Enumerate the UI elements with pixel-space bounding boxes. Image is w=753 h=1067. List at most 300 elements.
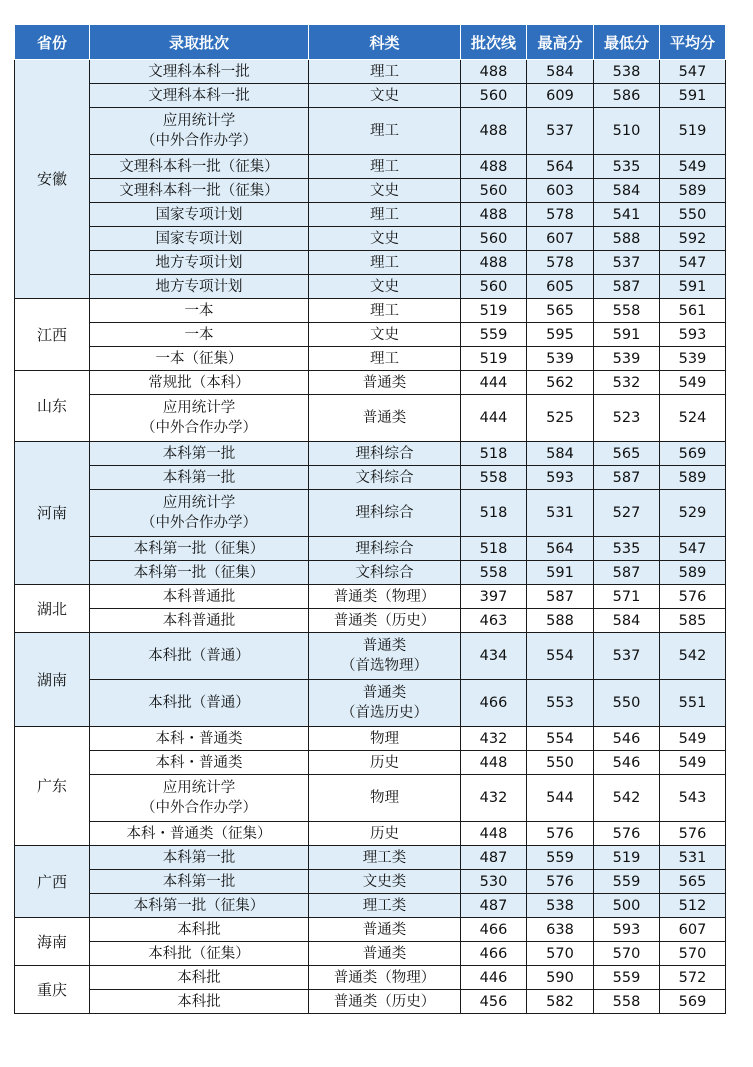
table-row bbox=[15, 203, 726, 227]
min-score-cell: 584 bbox=[594, 179, 660, 203]
batch-cell bbox=[90, 561, 309, 585]
cell-line: 国家专项计划 bbox=[155, 206, 243, 223]
batch-cell bbox=[90, 846, 309, 870]
cell-line: 本科批 bbox=[177, 969, 221, 986]
table-row bbox=[15, 466, 726, 490]
min-score-cell: 500 bbox=[594, 894, 660, 918]
min-score-cell: 587 bbox=[594, 466, 660, 490]
max-score-cell: 559 bbox=[527, 846, 594, 870]
cutoff-cell: 466 bbox=[461, 918, 527, 942]
avg-score-cell: 512 bbox=[660, 894, 726, 918]
batch-cell bbox=[90, 251, 309, 275]
batch-cell bbox=[90, 275, 309, 299]
cutoff-cell: 397 bbox=[461, 585, 527, 609]
category-cell bbox=[309, 751, 461, 775]
cell-line: 普通类 bbox=[362, 685, 407, 701]
cell-line: 理工 bbox=[370, 254, 399, 271]
batch-cell bbox=[90, 894, 309, 918]
cell-line: 应用统计学 bbox=[162, 495, 236, 511]
cutoff-cell: 488 bbox=[461, 60, 527, 84]
province-group bbox=[15, 727, 726, 846]
cell-line: （中外合作办学） bbox=[141, 133, 257, 149]
province-group bbox=[15, 966, 726, 1014]
min-score-cell: 591 bbox=[594, 323, 660, 347]
category-cell bbox=[309, 323, 461, 347]
max-score-cell: 537 bbox=[527, 108, 594, 155]
max-score-cell: 578 bbox=[527, 203, 594, 227]
max-score-cell: 582 bbox=[527, 990, 594, 1014]
cell-line: 本科第一批（征集） bbox=[133, 897, 265, 914]
cell-line: 普通类 bbox=[362, 374, 407, 391]
cell-line: 文史 bbox=[370, 182, 399, 199]
cell-line: 普通类 bbox=[362, 638, 407, 654]
header-batch: 录取批次 bbox=[90, 25, 309, 60]
province-cell: 湖南 bbox=[15, 633, 90, 727]
avg-score-cell: 549 bbox=[660, 155, 726, 179]
cutoff-cell: 466 bbox=[461, 680, 527, 727]
category-cell bbox=[309, 251, 461, 275]
max-score-cell: 531 bbox=[527, 490, 594, 537]
cutoff-cell: 446 bbox=[461, 966, 527, 990]
cutoff-cell: 519 bbox=[461, 347, 527, 371]
cell-line: 应用统计学 bbox=[162, 113, 236, 129]
table-row bbox=[15, 323, 726, 347]
table-row bbox=[15, 751, 726, 775]
batch-cell bbox=[90, 84, 309, 108]
avg-score-cell: 585 bbox=[660, 609, 726, 633]
max-score-cell: 550 bbox=[527, 751, 594, 775]
cell-line: 文理科本科一批（征集） bbox=[119, 158, 279, 175]
min-score-cell: 587 bbox=[594, 561, 660, 585]
min-score-cell: 570 bbox=[594, 942, 660, 966]
province-group bbox=[15, 585, 726, 633]
cell-line: 本科批（普通） bbox=[148, 648, 250, 664]
table-row bbox=[15, 775, 726, 822]
cell-line: 理工类 bbox=[362, 897, 407, 914]
avg-score-cell: 519 bbox=[660, 108, 726, 155]
min-score-cell: 546 bbox=[594, 727, 660, 751]
max-score-cell: 554 bbox=[527, 727, 594, 751]
batch-cell bbox=[90, 727, 309, 751]
max-score-cell: 584 bbox=[527, 60, 594, 84]
cutoff-cell: 487 bbox=[461, 846, 527, 870]
cell-line: 本科第一批（征集） bbox=[133, 564, 265, 581]
max-score-cell: 587 bbox=[527, 585, 594, 609]
batch-cell bbox=[90, 323, 309, 347]
cell-line: 文科综合 bbox=[355, 469, 414, 486]
cell-line: 历史 bbox=[370, 754, 399, 771]
avg-score-cell: 576 bbox=[660, 822, 726, 846]
max-score-cell: 544 bbox=[527, 775, 594, 822]
batch-cell bbox=[90, 990, 309, 1014]
cutoff-cell: 456 bbox=[461, 990, 527, 1014]
cell-line: 本科第一批 bbox=[162, 873, 236, 890]
category-cell bbox=[309, 942, 461, 966]
cutoff-cell: 518 bbox=[461, 537, 527, 561]
province-cell: 海南 bbox=[15, 918, 90, 966]
min-score-cell: 587 bbox=[594, 275, 660, 299]
table-row bbox=[15, 395, 726, 442]
cell-line: 文理科本科一批（征集） bbox=[119, 182, 279, 199]
cell-line: 国家专项计划 bbox=[155, 230, 243, 247]
min-score-cell: 541 bbox=[594, 203, 660, 227]
min-score-cell: 550 bbox=[594, 680, 660, 727]
cutoff-cell: 488 bbox=[461, 108, 527, 155]
category-cell bbox=[309, 108, 461, 155]
table-row bbox=[15, 108, 726, 155]
min-score-cell: 535 bbox=[594, 537, 660, 561]
avg-score-cell: 591 bbox=[660, 84, 726, 108]
batch-cell bbox=[90, 395, 309, 442]
cell-line: 文史类 bbox=[362, 873, 407, 890]
province-cell: 江西 bbox=[15, 299, 90, 371]
cell-line: （中外合作办学） bbox=[141, 800, 257, 816]
table-row bbox=[15, 84, 726, 108]
cutoff-cell: 519 bbox=[461, 299, 527, 323]
batch-cell bbox=[90, 633, 309, 680]
table-row bbox=[15, 490, 726, 537]
min-score-cell: 519 bbox=[594, 846, 660, 870]
cutoff-cell: 560 bbox=[461, 275, 527, 299]
province-cell: 湖北 bbox=[15, 585, 90, 633]
province-group bbox=[15, 918, 726, 966]
category-cell bbox=[309, 60, 461, 84]
cutoff-cell: 487 bbox=[461, 894, 527, 918]
max-score-cell: 562 bbox=[527, 371, 594, 395]
max-score-cell: 554 bbox=[527, 633, 594, 680]
category-cell bbox=[309, 990, 461, 1014]
table-row bbox=[15, 251, 726, 275]
table-row bbox=[15, 633, 726, 680]
max-score-cell: 603 bbox=[527, 179, 594, 203]
category-cell bbox=[309, 822, 461, 846]
category-cell bbox=[309, 918, 461, 942]
cutoff-cell: 560 bbox=[461, 179, 527, 203]
table-row bbox=[15, 727, 726, 751]
cell-line: 常规批（本科） bbox=[148, 374, 250, 391]
batch-cell bbox=[90, 371, 309, 395]
category-cell bbox=[309, 466, 461, 490]
cell-line: 本科批 bbox=[177, 921, 221, 938]
table-row bbox=[15, 227, 726, 251]
cutoff-cell: 559 bbox=[461, 323, 527, 347]
province-cell: 安徽 bbox=[15, 60, 90, 299]
avg-score-cell: 589 bbox=[660, 466, 726, 490]
province-group bbox=[15, 60, 726, 299]
avg-score-cell: 561 bbox=[660, 299, 726, 323]
category-cell bbox=[309, 490, 461, 537]
cutoff-cell: 463 bbox=[461, 609, 527, 633]
cell-line: 普通类（物理） bbox=[333, 969, 436, 986]
max-score-cell: 565 bbox=[527, 299, 594, 323]
avg-score-cell: 607 bbox=[660, 918, 726, 942]
avg-score-cell: 539 bbox=[660, 347, 726, 371]
category-cell bbox=[309, 585, 461, 609]
avg-score-cell: 549 bbox=[660, 371, 726, 395]
max-score-cell: 609 bbox=[527, 84, 594, 108]
max-score-cell: 593 bbox=[527, 466, 594, 490]
avg-score-cell: 550 bbox=[660, 203, 726, 227]
cutoff-cell: 488 bbox=[461, 251, 527, 275]
cutoff-cell: 432 bbox=[461, 727, 527, 751]
admission-scores-table bbox=[14, 24, 726, 1014]
max-score-cell: 605 bbox=[527, 275, 594, 299]
cell-line: 普通类（物理） bbox=[333, 588, 436, 605]
category-cell bbox=[309, 870, 461, 894]
table-header bbox=[15, 25, 726, 60]
cell-line: 理工 bbox=[370, 158, 399, 175]
cell-line: 理工类 bbox=[362, 849, 407, 866]
min-score-cell: 538 bbox=[594, 60, 660, 84]
batch-cell bbox=[90, 680, 309, 727]
province-group bbox=[15, 299, 726, 371]
category-cell bbox=[309, 203, 461, 227]
avg-score-cell: 591 bbox=[660, 275, 726, 299]
min-score-cell: 559 bbox=[594, 870, 660, 894]
min-score-cell: 588 bbox=[594, 227, 660, 251]
min-score-cell: 558 bbox=[594, 299, 660, 323]
cutoff-cell: 560 bbox=[461, 84, 527, 108]
cell-line: 文史 bbox=[370, 87, 399, 104]
cell-line: 理工 bbox=[370, 63, 399, 80]
max-score-cell: 538 bbox=[527, 894, 594, 918]
max-score-cell: 584 bbox=[527, 442, 594, 466]
min-score-cell: 510 bbox=[594, 108, 660, 155]
cell-line: （首选历史） bbox=[341, 705, 428, 721]
table-row bbox=[15, 990, 726, 1014]
province-group bbox=[15, 371, 726, 442]
header-cutoff: 批次线 bbox=[461, 25, 527, 60]
min-score-cell: 576 bbox=[594, 822, 660, 846]
avg-score-cell: 589 bbox=[660, 561, 726, 585]
batch-cell bbox=[90, 227, 309, 251]
table-row bbox=[15, 561, 726, 585]
category-cell bbox=[309, 442, 461, 466]
min-score-cell: 523 bbox=[594, 395, 660, 442]
avg-score-cell: 569 bbox=[660, 442, 726, 466]
header-row bbox=[15, 25, 726, 60]
batch-cell bbox=[90, 966, 309, 990]
min-score-cell: 559 bbox=[594, 966, 660, 990]
min-score-cell: 558 bbox=[594, 990, 660, 1014]
min-score-cell: 542 bbox=[594, 775, 660, 822]
batch-cell bbox=[90, 299, 309, 323]
cell-line: 本科第一批 bbox=[162, 469, 236, 486]
cutoff-cell: 444 bbox=[461, 395, 527, 442]
batch-cell bbox=[90, 870, 309, 894]
max-score-cell: 539 bbox=[527, 347, 594, 371]
max-score-cell: 570 bbox=[527, 942, 594, 966]
cutoff-cell: 448 bbox=[461, 822, 527, 846]
cutoff-cell: 518 bbox=[461, 490, 527, 537]
max-score-cell: 590 bbox=[527, 966, 594, 990]
avg-score-cell: 589 bbox=[660, 179, 726, 203]
cell-line: 文理科本科一批 bbox=[148, 63, 250, 80]
batch-cell bbox=[90, 585, 309, 609]
cell-line: 物理 bbox=[370, 730, 399, 747]
max-score-cell: 591 bbox=[527, 561, 594, 585]
cell-line: 本科普通批 bbox=[162, 588, 236, 605]
cutoff-cell: 488 bbox=[461, 155, 527, 179]
cell-line: 本科第一批 bbox=[162, 849, 236, 866]
cell-line: 本科批（征集） bbox=[148, 945, 250, 962]
province-group bbox=[15, 442, 726, 585]
cutoff-cell: 448 bbox=[461, 751, 527, 775]
cell-line: 理工 bbox=[370, 123, 399, 139]
cell-line: 物理 bbox=[370, 790, 399, 806]
table-row bbox=[15, 846, 726, 870]
cutoff-cell: 558 bbox=[461, 466, 527, 490]
cell-line: 普通类 bbox=[362, 921, 407, 938]
cell-line: 理科综合 bbox=[355, 505, 414, 521]
category-cell bbox=[309, 846, 461, 870]
cell-line: 地方专项计划 bbox=[155, 254, 243, 271]
min-score-cell: 539 bbox=[594, 347, 660, 371]
cutoff-cell: 518 bbox=[461, 442, 527, 466]
avg-score-cell: 549 bbox=[660, 751, 726, 775]
cell-line: 文史 bbox=[370, 230, 399, 247]
table-row bbox=[15, 942, 726, 966]
category-cell bbox=[309, 155, 461, 179]
cell-line: （首选物理） bbox=[341, 658, 428, 674]
province-cell: 河南 bbox=[15, 442, 90, 585]
cell-line: 理工 bbox=[370, 302, 399, 319]
cell-line: 普通类（历史） bbox=[333, 993, 436, 1010]
header-avg: 平均分 bbox=[660, 25, 726, 60]
province-cell: 重庆 bbox=[15, 966, 90, 1014]
province-group bbox=[15, 846, 726, 918]
cell-line: 理工 bbox=[370, 350, 399, 367]
cutoff-cell: 530 bbox=[461, 870, 527, 894]
cutoff-cell: 560 bbox=[461, 227, 527, 251]
cell-line: 一本 bbox=[184, 302, 214, 319]
max-score-cell: 638 bbox=[527, 918, 594, 942]
category-cell bbox=[309, 775, 461, 822]
avg-score-cell: 593 bbox=[660, 323, 726, 347]
table-row bbox=[15, 371, 726, 395]
batch-cell bbox=[90, 108, 309, 155]
cell-line: 历史 bbox=[370, 825, 399, 842]
category-cell bbox=[309, 680, 461, 727]
avg-score-cell: 531 bbox=[660, 846, 726, 870]
category-cell bbox=[309, 561, 461, 585]
cell-line: 本科・普通类（征集） bbox=[126, 825, 272, 842]
batch-cell bbox=[90, 490, 309, 537]
cell-line: 文理科本科一批 bbox=[148, 87, 250, 104]
max-score-cell: 525 bbox=[527, 395, 594, 442]
table-row bbox=[15, 60, 726, 84]
avg-score-cell: 551 bbox=[660, 680, 726, 727]
avg-score-cell: 570 bbox=[660, 942, 726, 966]
cell-line: （中外合作办学） bbox=[141, 515, 257, 531]
category-cell bbox=[309, 966, 461, 990]
min-score-cell: 546 bbox=[594, 751, 660, 775]
batch-cell bbox=[90, 751, 309, 775]
min-score-cell: 537 bbox=[594, 633, 660, 680]
cutoff-cell: 432 bbox=[461, 775, 527, 822]
header-min: 最低分 bbox=[594, 25, 660, 60]
avg-score-cell: 592 bbox=[660, 227, 726, 251]
cell-line: 文史 bbox=[370, 278, 399, 295]
province-cell: 广东 bbox=[15, 727, 90, 846]
avg-score-cell: 524 bbox=[660, 395, 726, 442]
table-row bbox=[15, 179, 726, 203]
category-cell bbox=[309, 299, 461, 323]
category-cell bbox=[309, 395, 461, 442]
batch-cell bbox=[90, 347, 309, 371]
cell-line: 理工 bbox=[370, 206, 399, 223]
avg-score-cell: 547 bbox=[660, 60, 726, 84]
min-score-cell: 535 bbox=[594, 155, 660, 179]
cell-line: 文科综合 bbox=[355, 564, 414, 581]
cell-line: 本科・普通类 bbox=[155, 730, 243, 747]
batch-cell bbox=[90, 442, 309, 466]
cutoff-cell: 466 bbox=[461, 942, 527, 966]
batch-cell bbox=[90, 918, 309, 942]
avg-score-cell: 547 bbox=[660, 537, 726, 561]
avg-score-cell: 529 bbox=[660, 490, 726, 537]
category-cell bbox=[309, 84, 461, 108]
cutoff-cell: 488 bbox=[461, 203, 527, 227]
category-cell bbox=[309, 275, 461, 299]
table-row bbox=[15, 822, 726, 846]
table-row bbox=[15, 442, 726, 466]
batch-cell bbox=[90, 60, 309, 84]
max-score-cell: 607 bbox=[527, 227, 594, 251]
avg-score-cell: 543 bbox=[660, 775, 726, 822]
batch-cell bbox=[90, 155, 309, 179]
min-score-cell: 527 bbox=[594, 490, 660, 537]
min-score-cell: 537 bbox=[594, 251, 660, 275]
cell-line: 理科综合 bbox=[355, 445, 414, 462]
batch-cell bbox=[90, 775, 309, 822]
cell-line: （中外合作办学） bbox=[141, 420, 257, 436]
table-row bbox=[15, 155, 726, 179]
min-score-cell: 586 bbox=[594, 84, 660, 108]
category-cell bbox=[309, 727, 461, 751]
max-score-cell: 576 bbox=[527, 870, 594, 894]
table-row bbox=[15, 894, 726, 918]
cell-line: 一本（征集） bbox=[155, 350, 243, 367]
cell-line: 文史 bbox=[370, 326, 399, 343]
batch-cell bbox=[90, 609, 309, 633]
batch-cell bbox=[90, 203, 309, 227]
max-score-cell: 588 bbox=[527, 609, 594, 633]
cell-line: 地方专项计划 bbox=[155, 278, 243, 295]
max-score-cell: 595 bbox=[527, 323, 594, 347]
avg-score-cell: 569 bbox=[660, 990, 726, 1014]
table-row bbox=[15, 537, 726, 561]
table-row bbox=[15, 609, 726, 633]
avg-score-cell: 542 bbox=[660, 633, 726, 680]
cell-line: 本科・普通类 bbox=[155, 754, 243, 771]
batch-cell bbox=[90, 942, 309, 966]
table-row bbox=[15, 870, 726, 894]
header-category: 科类 bbox=[309, 25, 461, 60]
min-score-cell: 571 bbox=[594, 585, 660, 609]
max-score-cell: 576 bbox=[527, 822, 594, 846]
cell-line: 普通类 bbox=[362, 410, 407, 426]
batch-cell bbox=[90, 466, 309, 490]
cell-line: 本科批 bbox=[177, 993, 221, 1010]
cell-line: 理科综合 bbox=[355, 540, 414, 557]
table-row bbox=[15, 918, 726, 942]
cell-line: 本科普通批 bbox=[162, 612, 236, 629]
header-province: 省份 bbox=[15, 25, 90, 60]
cell-line: 本科批（普通） bbox=[148, 695, 250, 711]
batch-cell bbox=[90, 537, 309, 561]
province-cell: 广西 bbox=[15, 846, 90, 918]
